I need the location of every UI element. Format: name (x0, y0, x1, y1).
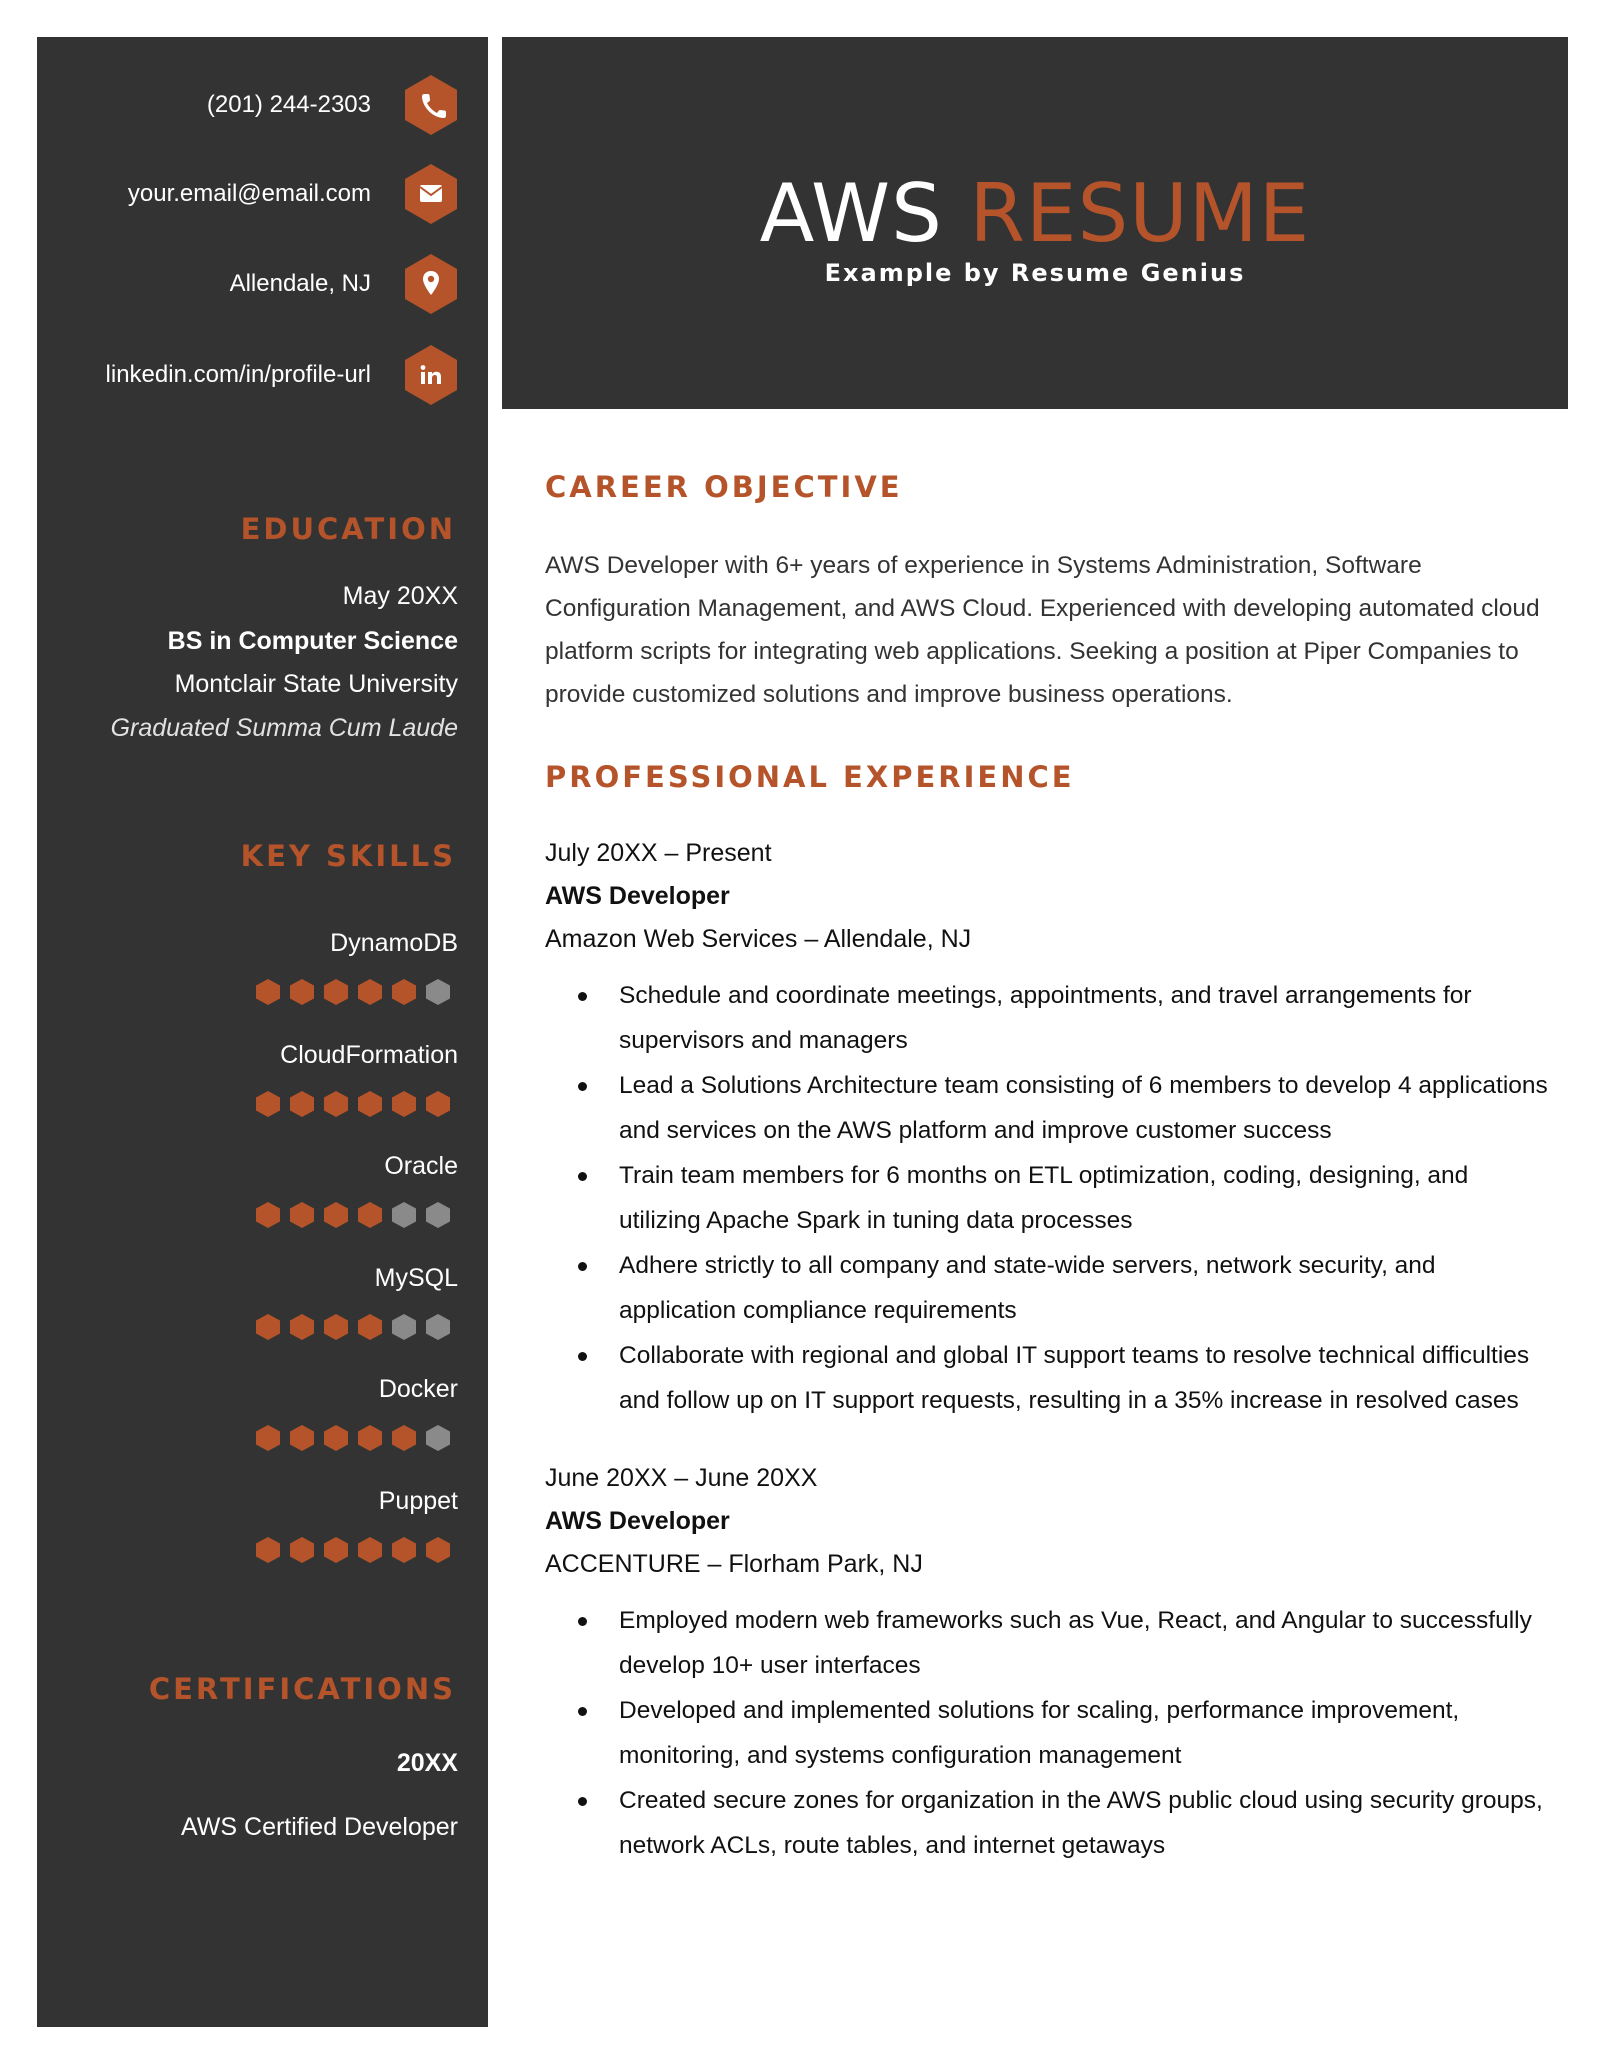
bullet-item (545, 1063, 1555, 1153)
sidebar (37, 37, 488, 2027)
bullet-text: Schedule and coordinate meetings, appointments, and travel arrangements for supervisors and managers (619, 982, 1472, 1054)
rating-hex-filled-icon (324, 1202, 348, 1228)
rating-hex-filled-icon (324, 1091, 348, 1117)
rating-hex-filled-icon (256, 979, 280, 1005)
education-degree: BS in Computer Science (167, 627, 458, 655)
objective-heading: CAREER OBJECTIVE (545, 470, 903, 504)
bullet-dot-icon (578, 992, 587, 1001)
rating-hex-filled-icon (290, 979, 314, 1005)
map-pin-icon (405, 254, 457, 314)
skill-name: CloudFormation (280, 1040, 458, 1069)
job-title: AWS Developer (545, 882, 730, 910)
rating-hex-filled-icon (256, 1202, 280, 1228)
rating-hex-filled-icon (256, 1537, 280, 1563)
job-title: AWS Developer (545, 1507, 730, 1535)
envelope-icon (405, 164, 457, 224)
skill-rating (256, 1091, 450, 1117)
rating-hex-empty-icon (426, 1202, 450, 1228)
bullet-dot-icon (578, 1352, 587, 1361)
rating-hex-filled-icon (358, 1091, 382, 1117)
bullet-text: Developed and implemented solutions for scaling, performance improvement, monitoring, and systems configuration management (619, 1697, 1460, 1769)
rating-hex-filled-icon (392, 1537, 416, 1563)
experience-list (545, 832, 1555, 1868)
linkedin-icon (405, 345, 457, 405)
skill-name: MySQL (374, 1263, 458, 1292)
bullet-item (545, 1153, 1555, 1243)
skills-heading: KEY SKILLS (240, 839, 456, 873)
bullet-dot-icon (578, 1172, 587, 1181)
rating-hex-filled-icon (290, 1314, 314, 1340)
skill-name: DynamoDB (330, 929, 458, 957)
location-text: Allendale, NJ (229, 270, 371, 297)
bullet-item (545, 1333, 1555, 1423)
skill-rating (256, 1202, 450, 1228)
job-bullets (545, 973, 1555, 1423)
skill-rating (256, 1314, 450, 1340)
rating-hex-filled-icon (256, 1314, 280, 1340)
bullet-text: Collaborate with regional and global IT support teams to resolve technical difficulties and follow up on IT support requests, resulting in a 35% increase in resolved cases (619, 1342, 1530, 1414)
rating-hex-filled-icon (290, 1537, 314, 1563)
contact-phone-row (207, 75, 457, 135)
contact-location-row (230, 254, 457, 314)
education-heading: EDUCATION (240, 512, 456, 546)
experience-heading: PROFESSIONAL EXPERIENCE (545, 760, 1075, 794)
bullet-dot-icon (578, 1617, 587, 1626)
rating-hex-filled-icon (256, 1091, 280, 1117)
rating-hex-filled-icon (358, 1425, 382, 1451)
rating-hex-filled-icon (358, 979, 382, 1005)
rating-hex-empty-icon (392, 1314, 416, 1340)
rating-hex-filled-icon (324, 1425, 348, 1451)
bullet-text: Created secure zones for organization in the AWS public cloud using security groups, network ACLs, route tables, and internet getaways (619, 1787, 1543, 1859)
bullet-dot-icon (578, 1707, 587, 1716)
header-banner (502, 37, 1568, 409)
rating-hex-filled-icon (324, 979, 348, 1005)
resume-subtitle: Example by Resume Genius (824, 259, 1246, 287)
education-school: Montclair State University (174, 670, 458, 698)
rating-hex-empty-icon (426, 1314, 450, 1340)
objective-text: AWS Developer with 6+ years of experience in Systems Administration, Software Configuration Management, and AWS Cloud. Experienced with developing automated cloud platform scripts for integrating web applications. Seeking a position at Piper Companies to provide customized solutions and improve business operations. (545, 552, 1540, 708)
rating-hex-filled-icon (392, 1425, 416, 1451)
bullet-item (545, 1778, 1555, 1868)
rating-hex-filled-icon (392, 979, 416, 1005)
rating-hex-filled-icon (324, 1314, 348, 1340)
rating-hex-filled-icon (392, 1091, 416, 1117)
rating-hex-filled-icon (358, 1537, 382, 1563)
skill-rating (256, 1537, 450, 1563)
job-company: Amazon Web Services – Allendale, NJ (545, 925, 972, 953)
title-part-aws: AWS (759, 167, 943, 260)
title-part-resume: RESUME (969, 167, 1311, 260)
job-bullets (545, 1598, 1555, 1868)
job-entry (545, 832, 1555, 1423)
linkedin-text: linkedin.com/in/profile-url (105, 361, 371, 388)
bullet-item (545, 1688, 1555, 1778)
phone-text: (201) 244-2303 (206, 91, 371, 118)
bullet-text: Lead a Solutions Architecture team consisting of 6 members to develop 4 applications and services on the AWS platform and improve customer success (619, 1072, 1548, 1144)
rating-hex-empty-icon (426, 1425, 450, 1451)
rating-hex-filled-icon (256, 1425, 280, 1451)
rating-hex-empty-icon (426, 979, 450, 1005)
certification-name: AWS Certified Developer (181, 1813, 458, 1841)
resume-title (502, 167, 1568, 260)
rating-hex-filled-icon (358, 1314, 382, 1340)
skill-rating (256, 1425, 450, 1451)
bullet-text: Adhere strictly to all company and state-wide servers, network security, and application compliance requirements (619, 1252, 1436, 1324)
certification-year: 20XX (396, 1749, 458, 1777)
rating-hex-filled-icon (324, 1537, 348, 1563)
job-entry (545, 1457, 1555, 1868)
skill-name: Oracle (384, 1152, 458, 1180)
skill-name: Puppet (378, 1486, 458, 1515)
main-content (545, 470, 1555, 1868)
bullet-dot-icon (578, 1262, 587, 1271)
phone-icon (405, 75, 457, 135)
rating-hex-filled-icon (426, 1091, 450, 1117)
bullet-item (545, 1598, 1555, 1688)
bullet-text: Employed modern web frameworks such as Vue, React, and Angular to successfully develop 10+ user interfaces (619, 1607, 1532, 1679)
email-text: your.email@email.com (127, 180, 371, 207)
job-dates: July 20XX – Present (545, 839, 772, 867)
bullet-item (545, 1243, 1555, 1333)
education-honors: Graduated Summa Cum Laude (110, 714, 458, 742)
job-dates: June 20XX – June 20XX (545, 1464, 818, 1492)
rating-hex-filled-icon (290, 1202, 314, 1228)
rating-hex-filled-icon (290, 1425, 314, 1451)
rating-hex-filled-icon (426, 1537, 450, 1563)
rating-hex-empty-icon (392, 1202, 416, 1228)
skill-name: Docker (378, 1375, 458, 1403)
job-company: ACCENTURE – Florham Park, NJ (545, 1550, 923, 1578)
contact-linkedin-row (106, 345, 457, 405)
certifications-heading: CERTIFICATIONS (148, 1672, 456, 1706)
skill-rating (256, 979, 450, 1005)
education-date: May 20XX (342, 582, 458, 610)
rating-hex-filled-icon (358, 1202, 382, 1228)
contact-email-row (128, 164, 457, 224)
bullet-dot-icon (578, 1082, 587, 1091)
bullet-item (545, 973, 1555, 1063)
bullet-text: Train team members for 6 months on ETL optimization, coding, designing, and utilizing Apache Spark in tuning data processes (619, 1162, 1469, 1234)
bullet-dot-icon (578, 1797, 587, 1806)
rating-hex-filled-icon (290, 1091, 314, 1117)
